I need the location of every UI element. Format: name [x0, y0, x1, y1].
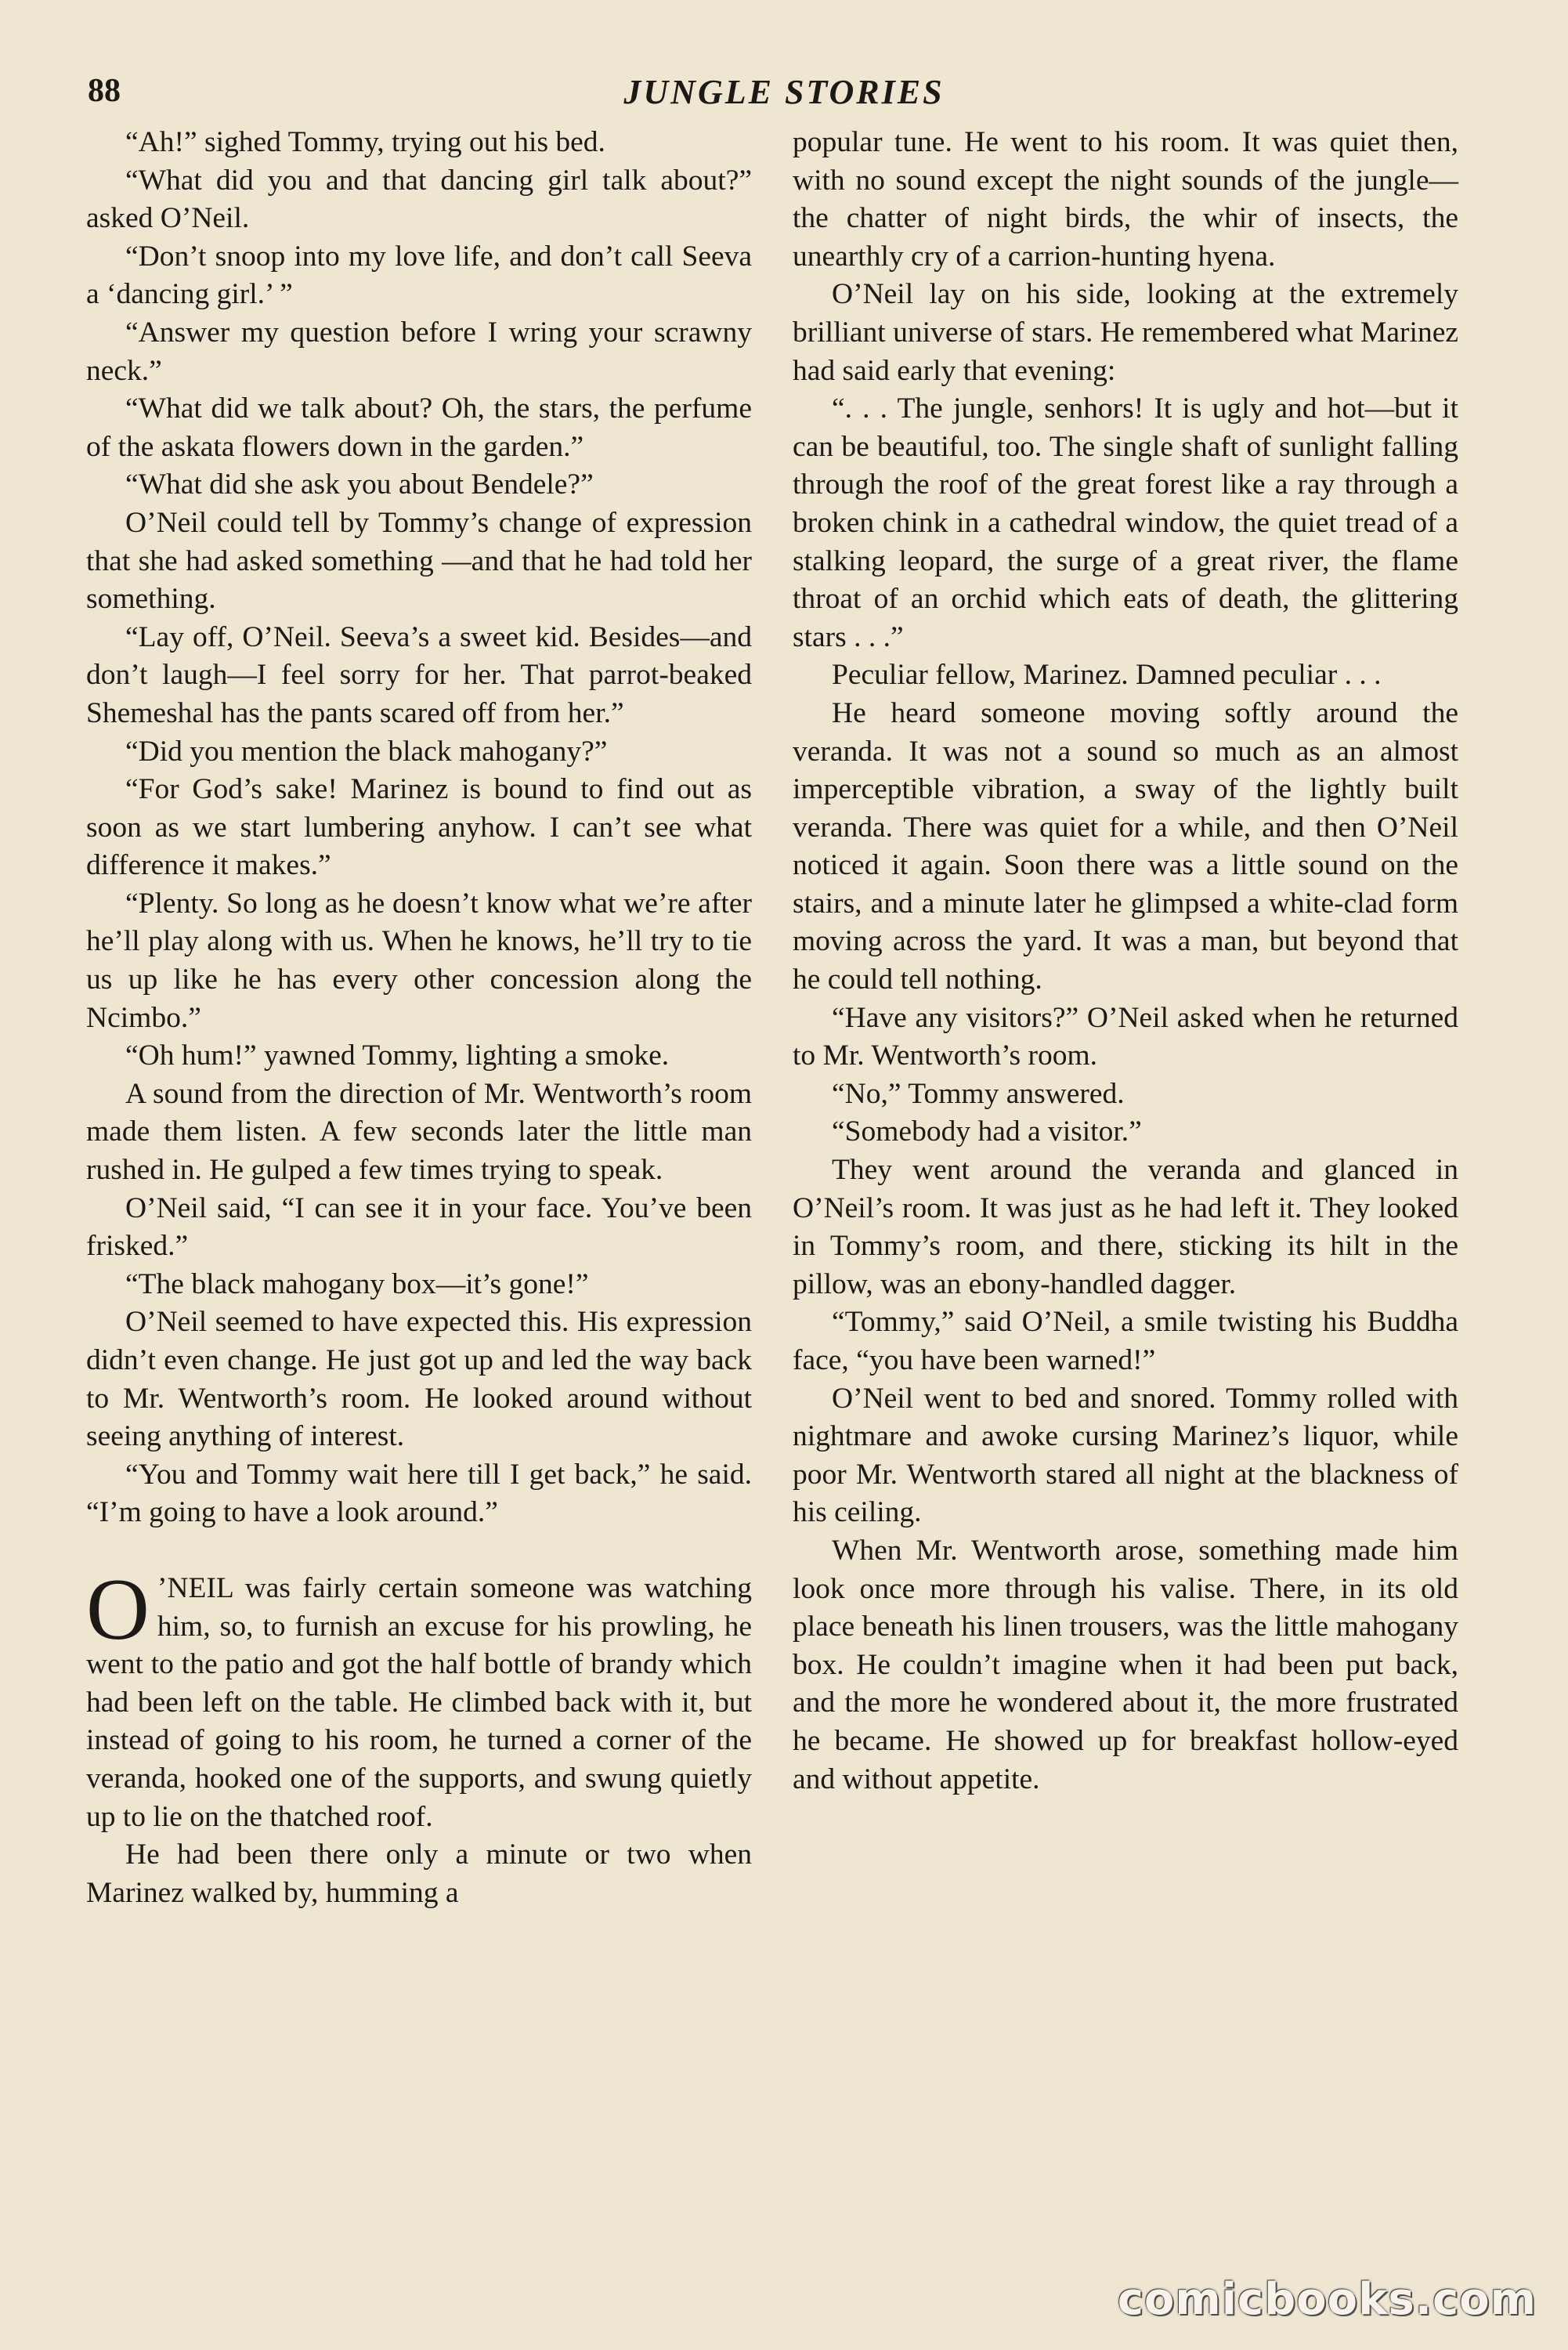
- paragraph: When Mr. Wentworth arose, something made him look once more through his valise. There, in its old place beneath his linen trousers, was the little mahogany box. He couldn’t imagine when it had been put back, and the more he wondered about it, the more frustrated he became. He showed up for breakfast hollow-eyed and without appetite.: [793, 1534, 1458, 1795]
- page-number: 88: [88, 73, 121, 109]
- paragraph: He heard someone moving softly around the veranda. It was not a sound so much as an almost imperceptible vibration, a sway of the lightly built veranda. There was quiet for a while, and then O’Neil noticed it again. Soon there was a little sound on the stairs, and a minute later he glimpsed a white-clad form moving across the yard. It was a man, but beyond that he could tell nothing.: [793, 696, 1458, 996]
- continued-paragraph: popular tune. He went to his room. It was quiet then, with no sound except the night sounds of the jungle—the chatter of night birds, the whir of insects, the unearthly cry of a carrion-hunting hyena.: [793, 126, 1458, 273]
- paragraph: “Did you mention the black mahogany?”: [125, 735, 608, 768]
- section-opening-paragraph: [86, 1560, 752, 1836]
- paragraph: O’Neil seemed to have expected this. His expression didn’t even change. He just got up and led the way back to Mr. Wentworth’s room. He looked around without seeing anything of interest.: [86, 1306, 752, 1453]
- paragraph: “The black mahogany box—it’s gone!”: [125, 1267, 589, 1300]
- drop-cap: O: [86, 1560, 150, 1658]
- paragraph: “Lay off, O’Neil. Seeva’s a sweet kid. Besides—and don’t laugh—I feel sorry for her. That parrot-beaked Shemeshal has the pants scared off from her.”: [86, 620, 752, 729]
- paragraph: O’Neil lay on his side, looking at the extremely brilliant universe of stars. He remembered what Marinez had said early that evening:: [793, 278, 1458, 387]
- paragraph: “No,” Tommy answered.: [832, 1077, 1125, 1110]
- paragraph: “Ah!” sighed Tommy, trying out his bed.: [125, 126, 605, 158]
- paragraph: O’Neil could tell by Tommy’s change of expression that she had asked something —and that he had told her something.: [86, 506, 752, 616]
- page-header: [78, 72, 1490, 119]
- paragraph: “Oh hum!” yawned Tommy, lighting a smoke.: [125, 1039, 670, 1072]
- paragraph: He had been there only a minute or two when Marinez walked by, humming a: [86, 1838, 752, 1909]
- site-watermark: comicbooks.com: [1117, 2274, 1537, 2325]
- paragraph: “What did we talk about? Oh, the stars, the perfume of the askata flowers down in the garden.”: [86, 392, 752, 463]
- paragraph: “For God’s sake! Marinez is bound to find out as soon as we start lumbering anyhow. I can’t see what difference it makes.”: [86, 773, 752, 882]
- paragraph: “Tommy,” said O’Neil, a smile twisting his Buddha face, “you have been warned!”: [793, 1306, 1458, 1376]
- paragraph: Peculiar fellow, Marinez. Damned peculiar . . .: [832, 659, 1382, 692]
- paragraph: “Answer my question before I wring your scrawny neck.”: [86, 316, 752, 387]
- paragraph: O’Neil said, “I can see it in your face. You’ve been frisked.”: [86, 1191, 752, 1263]
- paragraph: A sound from the direction of Mr. Wentworth’s room made them listen. A few seconds later the little man rushed in. He gulped a few times trying to speak.: [86, 1077, 752, 1187]
- paragraph: “Somebody had a visitor.”: [832, 1115, 1142, 1148]
- paragraph: O’Neil went to bed and snored. Tommy rolled with nightmare and awoke cursing Marinez’s liquor, while poor Mr. Wentworth stared all night at the blackness of his ceiling.: [793, 1382, 1458, 1529]
- paragraph: “What did you and that dancing girl talk about?” asked O’Neil.: [86, 164, 752, 235]
- right-column: [793, 124, 1458, 1799]
- paragraph: “Plenty. So long as he doesn’t know what we’re after he’ll play along with us. When he knows, he’ll try to tie us up like he has every other concession along the Ncimbo.”: [86, 887, 752, 1034]
- paragraph: “What did she ask you about Bendele?”: [125, 468, 594, 501]
- paragraph: “Don’t snoop into my love life, and don’t call Seeva a ‘dancing girl.’ ”: [86, 240, 752, 311]
- paragraph: “Have any visitors?” O’Neil asked when he returned to Mr. Wentworth’s room.: [793, 1001, 1458, 1072]
- paragraph: “. . . The jungle, senhors! It is ugly and hot—but it can be beautiful, too. The single shaft of sunlight falling through the roof of the great forest like a ray through a broken chink in a cathedral window, the quiet tread of a stalking leopard, the surge of a great river, the flame throat of an orchid which eats of death, the glittering stars . . .”: [793, 392, 1458, 653]
- paragraph: “You and Tommy wait here till I get back,” he said. “I’m going to have a look around.”: [86, 1458, 752, 1529]
- paragraph: They went around the veranda and glanced in O’Neil’s room. It was just as he had left it. They looked in Tommy’s room, and there, sticking its hilt in the pillow, was an ebony-handled dagger.: [793, 1154, 1458, 1300]
- left-column: [86, 124, 752, 1912]
- section-opening-text: ’NEIL was fairly certain someone was watching him, so, to furnish an excuse for his prowling, he went to the patio and got the half bottle of brandy which had been left on the table. He climbed back with it, but instead of going to his room, he turned a corner of the veranda, hooked one of the supports, and swung quietly up to lie on the thatched roof.: [86, 1571, 752, 1833]
- running-title: JUNGLE STORIES: [623, 73, 945, 111]
